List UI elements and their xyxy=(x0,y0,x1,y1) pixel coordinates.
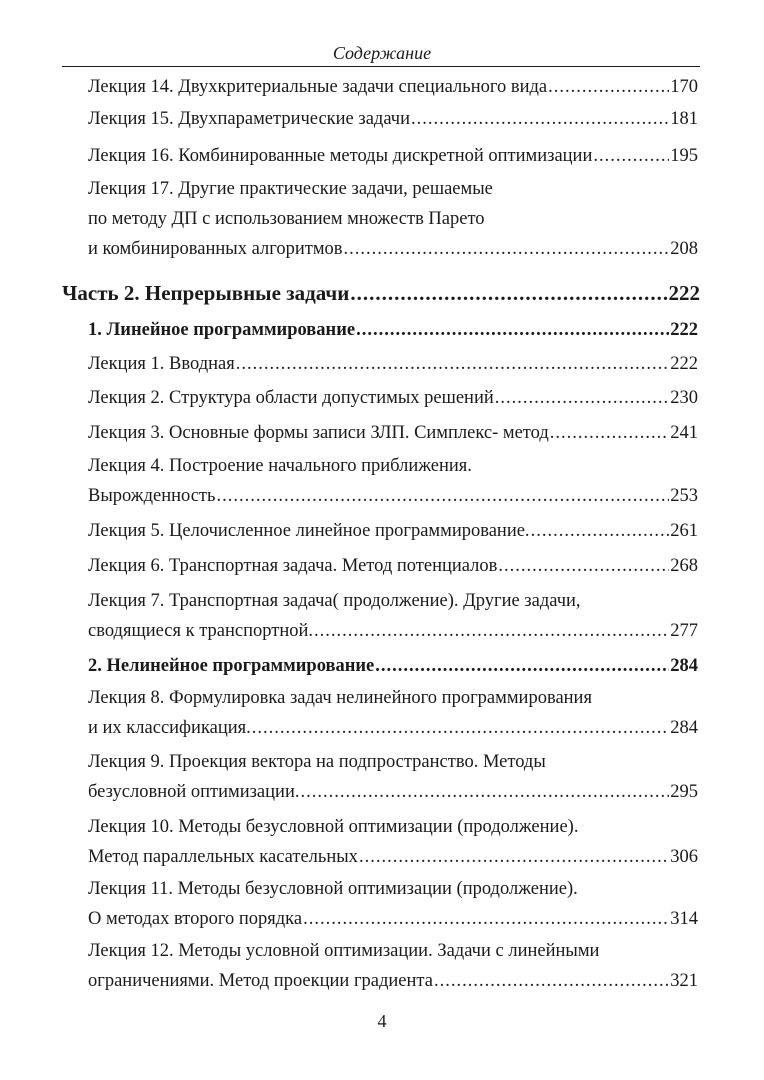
toc-entry-title: О методах второго порядка xyxy=(88,909,303,929)
dot-leader xyxy=(314,616,669,646)
toc-entry xyxy=(88,936,698,996)
toc-entry-line xyxy=(88,174,698,204)
toc-page-number: 314 xyxy=(670,909,698,929)
toc-entry-line xyxy=(62,278,700,310)
toc-page-number: 222 xyxy=(668,281,700,305)
toc-entry-title: безусловной оптимизации. xyxy=(88,782,300,802)
dot-leader xyxy=(411,104,669,134)
toc-entry xyxy=(88,418,698,448)
dot-leader xyxy=(300,777,669,807)
toc-entry-line xyxy=(88,72,698,102)
dot-leader xyxy=(344,234,670,264)
toc-entry-title: 1. Линейное программирование xyxy=(88,320,356,340)
toc-entry-line xyxy=(88,966,698,996)
toc-entry-title: Метод параллельных касательных xyxy=(88,847,358,867)
dot-leader xyxy=(550,418,669,448)
toc-entry-title: Лекция 9. Проекция вектора на подпространство. Методы xyxy=(88,752,546,772)
toc-page-number: 195 xyxy=(670,146,698,166)
toc-page-number: 222 xyxy=(670,320,698,340)
dot-leader xyxy=(350,278,667,308)
toc-entry-line xyxy=(88,451,698,481)
toc-entry-line xyxy=(88,747,698,777)
toc-entry-line xyxy=(88,315,698,345)
toc-entry-title: Лекция 8. Формулировка задач нелинейного программирования xyxy=(88,688,592,708)
toc-entry-title: по методу ДП с использованием множеств Парето xyxy=(88,209,485,229)
toc-entry-line xyxy=(88,936,698,966)
toc-page-number: 181 xyxy=(670,109,698,129)
toc-entry-title: Лекция 11. Методы безусловной оптимизации (продолжение). xyxy=(88,879,578,899)
toc-entry xyxy=(88,747,698,807)
running-head: Содержание xyxy=(332,43,432,63)
header-rule xyxy=(62,66,700,67)
toc-entry-line xyxy=(88,383,698,413)
toc-part-heading xyxy=(62,278,700,310)
toc-entry-line xyxy=(88,586,698,616)
toc-entry-title: Лекция 7. Транспортная задача( продолжение). Другие задачи, xyxy=(88,591,581,611)
dot-leader xyxy=(356,315,669,345)
toc-entry-title: Лекция 5. Целочисленное линейное программирование. xyxy=(88,521,530,541)
toc-entry-title: Вырожденность xyxy=(88,486,216,506)
toc-entry-line xyxy=(88,481,698,511)
toc-entry-line xyxy=(88,551,698,581)
toc-entry-title: сводящиеся к транспортной. xyxy=(88,621,314,641)
toc-entry-line xyxy=(88,713,698,743)
toc-entry-line xyxy=(88,204,698,234)
toc-entry xyxy=(88,812,698,872)
toc-page-number: 208 xyxy=(670,239,698,259)
toc-entry-title: Лекция 2. Структура области допустимых решений xyxy=(88,388,494,408)
dot-leader xyxy=(252,713,669,743)
toc-entry-title: Лекция 16. Комбинированные методы дискретной оптимизации xyxy=(88,146,593,166)
toc-entry xyxy=(88,451,698,511)
toc-entry-line xyxy=(88,904,698,934)
toc-page-number: 170 xyxy=(670,77,698,97)
toc-section-heading xyxy=(88,315,698,345)
toc-entry xyxy=(88,383,698,413)
toc-entry-line xyxy=(88,104,698,134)
dot-leader xyxy=(593,141,669,171)
page-number: 4 xyxy=(377,1011,387,1031)
toc-entry-title: ограничениями. Метод проекции градиента xyxy=(88,971,433,991)
toc-entry-line xyxy=(88,516,698,546)
dot-leader xyxy=(434,966,669,996)
toc-entry-line xyxy=(88,616,698,646)
toc-page-number: 284 xyxy=(670,656,698,676)
toc-entry-line xyxy=(88,842,698,872)
toc-section-heading xyxy=(88,651,698,681)
toc-entry xyxy=(88,551,698,581)
dot-leader xyxy=(236,349,669,379)
dot-leader xyxy=(498,551,669,581)
toc-entry xyxy=(88,104,698,134)
toc-entry-line xyxy=(88,777,698,807)
dot-leader xyxy=(495,383,670,413)
dot-leader xyxy=(548,72,669,102)
toc-entry-line xyxy=(88,874,698,904)
toc-entry xyxy=(88,174,698,264)
toc-entry xyxy=(88,72,698,102)
toc-entry xyxy=(88,141,698,171)
toc-entry-line xyxy=(88,812,698,842)
toc-entry-line xyxy=(88,683,698,713)
toc-page-number: 230 xyxy=(670,388,698,408)
toc-page-number: 306 xyxy=(670,847,698,867)
toc-entry-title: Лекция 10. Методы безусловной оптимизации (продолжение). xyxy=(88,817,579,837)
toc-entry-title: Лекция 12. Методы условной оптимизации. Задачи с линейными xyxy=(88,941,600,961)
toc-entry-line xyxy=(88,349,698,379)
toc-entry-title: Лекция 3. Основные формы записи ЗЛП. Симплекс- метод xyxy=(88,423,549,443)
toc-entry-title: и комбинированных алгоритмов xyxy=(88,239,343,259)
toc-entry-line xyxy=(88,141,698,171)
toc-entry-title: Лекция 17. Другие практические задачи, решаемые xyxy=(88,179,493,199)
toc-entry-title: и их классификация. xyxy=(88,718,251,738)
dot-leader xyxy=(375,651,669,681)
toc-entry-line xyxy=(88,651,698,681)
toc-entry-title: 2. Нелинейное программирование xyxy=(88,656,375,676)
toc-entry xyxy=(88,516,698,546)
toc-entry xyxy=(88,586,698,646)
toc-page-number: 222 xyxy=(670,354,698,374)
toc-page-number: 253 xyxy=(670,486,698,506)
dot-leader xyxy=(359,842,669,872)
toc-page-number: 295 xyxy=(670,782,698,802)
toc-entry-title: Часть 2. Непрерывные задачи xyxy=(62,281,350,305)
toc-entry xyxy=(88,349,698,379)
toc-entry xyxy=(88,874,698,934)
toc-page-number: 261 xyxy=(670,521,698,541)
dot-leader xyxy=(531,516,670,546)
toc-page-number: 321 xyxy=(670,971,698,991)
toc-entry-title: Лекция 4. Построение начального приближения. xyxy=(88,456,472,476)
dot-leader xyxy=(303,904,669,934)
toc-page-number: 277 xyxy=(670,621,698,641)
toc-entry-title: Лекция 15. Двухпараметрические задачи xyxy=(88,109,410,129)
toc-entry-title: Лекция 6. Транспортная задача. Метод потенциалов xyxy=(88,556,498,576)
toc-entry-line xyxy=(88,418,698,448)
toc-page-number: 241 xyxy=(670,423,698,443)
toc-page-number: 284 xyxy=(670,718,698,738)
toc-entry-title: Лекция 14. Двухкритериальные задачи специального вида xyxy=(88,77,548,97)
toc-entry xyxy=(88,683,698,743)
toc-page-number: 268 xyxy=(670,556,698,576)
dot-leader xyxy=(216,481,669,511)
toc-entry-title: Лекция 1. Вводная xyxy=(88,354,235,374)
toc-entry-line xyxy=(88,234,698,264)
